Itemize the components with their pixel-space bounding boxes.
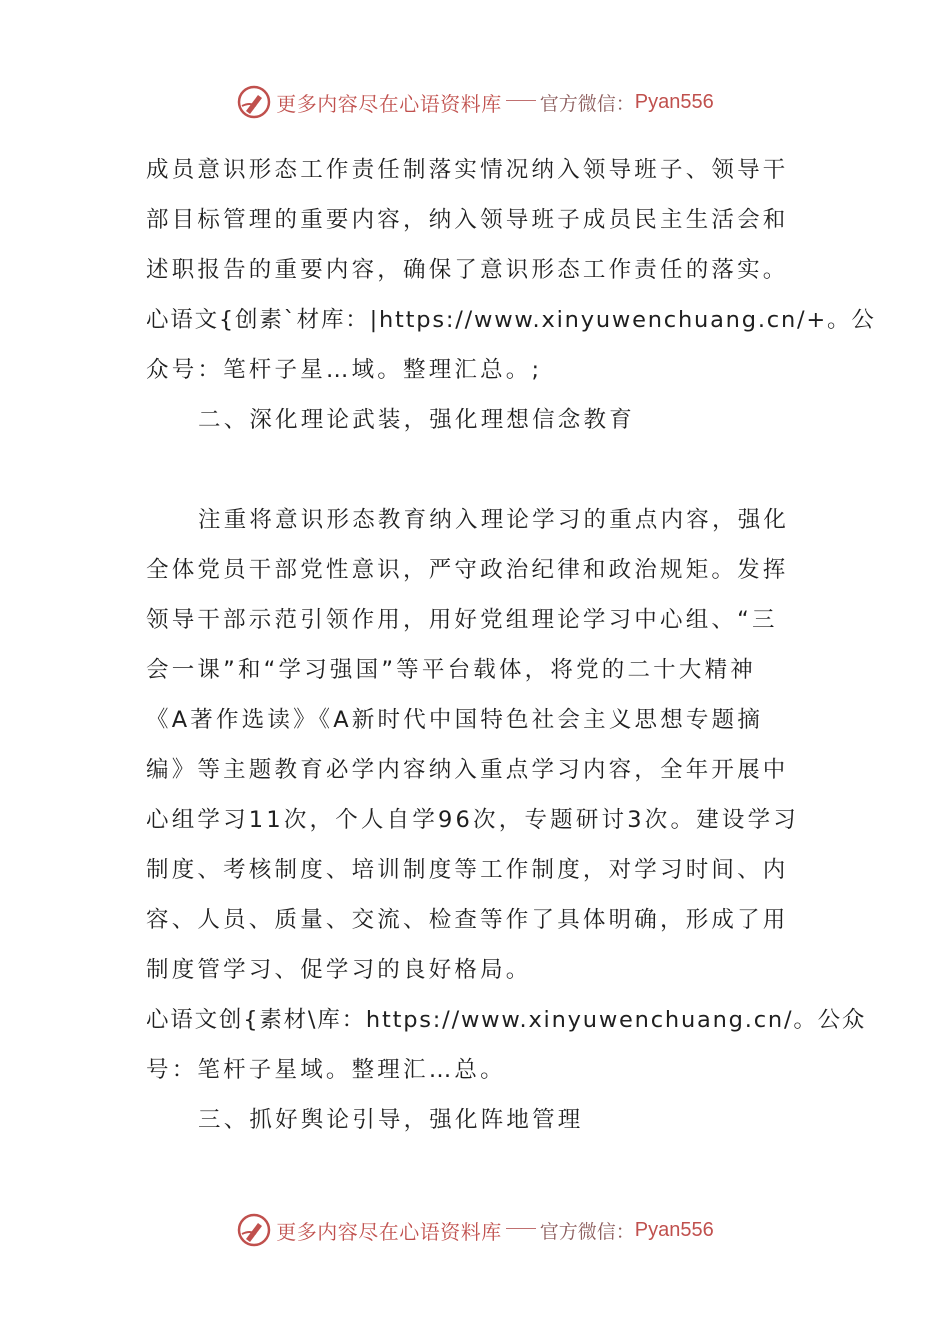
paragraph-line: 全体党员干部党性意识，严守政治纪律和政治规矩。发挥	[146, 557, 789, 583]
watermark-line: 心语文{创素`材库：|https://www.xinyuwenchuang.cn/+。公	[146, 307, 876, 333]
banner-wechat-label: 官方微信：	[539, 92, 635, 115]
pen-nib-logo-icon	[236, 1212, 272, 1248]
paragraph-line: 部目标管理的重要内容，纳入领导班子成员民主生活会和	[146, 207, 789, 233]
document-body	[146, 145, 876, 1145]
blank-line	[146, 445, 806, 495]
watermark-line: 心语文创{素材\库：https://www.xinyuwenchuang.cn/。公众	[146, 1007, 867, 1033]
paragraph-line: 制度、考核制度、培训制度等工作制度，对学习时间、内	[146, 857, 789, 883]
paragraph-line: 成员意识形态工作责任制落实情况纳入领导班子、领导干	[146, 157, 789, 183]
banner-text: 更多内容尽在心语资料库	[276, 91, 502, 116]
banner-wechat-id: Pyan556	[634, 1218, 714, 1241]
banner-text: 更多内容尽在心语资料库	[276, 1219, 502, 1244]
paragraph-line: 编》等主题教育必学内容纳入重点学习内容，全年开展中	[146, 757, 789, 783]
banner-wechat-id: Pyan556	[634, 90, 714, 113]
pen-nib-logo-icon	[236, 84, 272, 120]
paragraph-line: 制度管学习、促学习的良好格局。	[146, 957, 532, 983]
paragraph-line: 心组学习11次，个人自学96次，专题研讨3次。建设学习	[146, 807, 799, 833]
paragraph-line: 注重将意识形态教育纳入理论学习的重点内容，强化	[198, 507, 790, 533]
paragraph-line: 容、人员、质量、交流、检查等作了具体明确，形成了用	[146, 907, 789, 933]
paragraph-line: 《A著作选读》《A新时代中国特色社会主义思想专题摘	[146, 707, 764, 733]
paragraph-line: 领导干部示范引领作用，用好党组理论学习中心组、“三	[146, 607, 778, 633]
watermark-line: 众号：笔杆子星…域。整理汇总。;	[146, 357, 543, 383]
banner-divider	[506, 100, 536, 101]
paragraph-line: 会一课”和“学习强国”等平台载体，将党的二十大精神	[146, 657, 756, 683]
header-banner	[0, 82, 950, 122]
section-heading: 二、深化理论武装，强化理想信念教育	[198, 407, 635, 433]
watermark-line: 号：笔杆子星域。整理汇…总。	[146, 1057, 506, 1083]
section-heading: 三、抓好舆论引导，强化阵地管理	[198, 1107, 584, 1133]
banner-wechat-label: 官方微信：	[539, 1220, 635, 1243]
banner-divider	[506, 1228, 536, 1229]
footer-banner	[0, 1210, 950, 1250]
paragraph-line: 述职报告的重要内容，确保了意识形态工作责任的落实。	[146, 257, 789, 283]
